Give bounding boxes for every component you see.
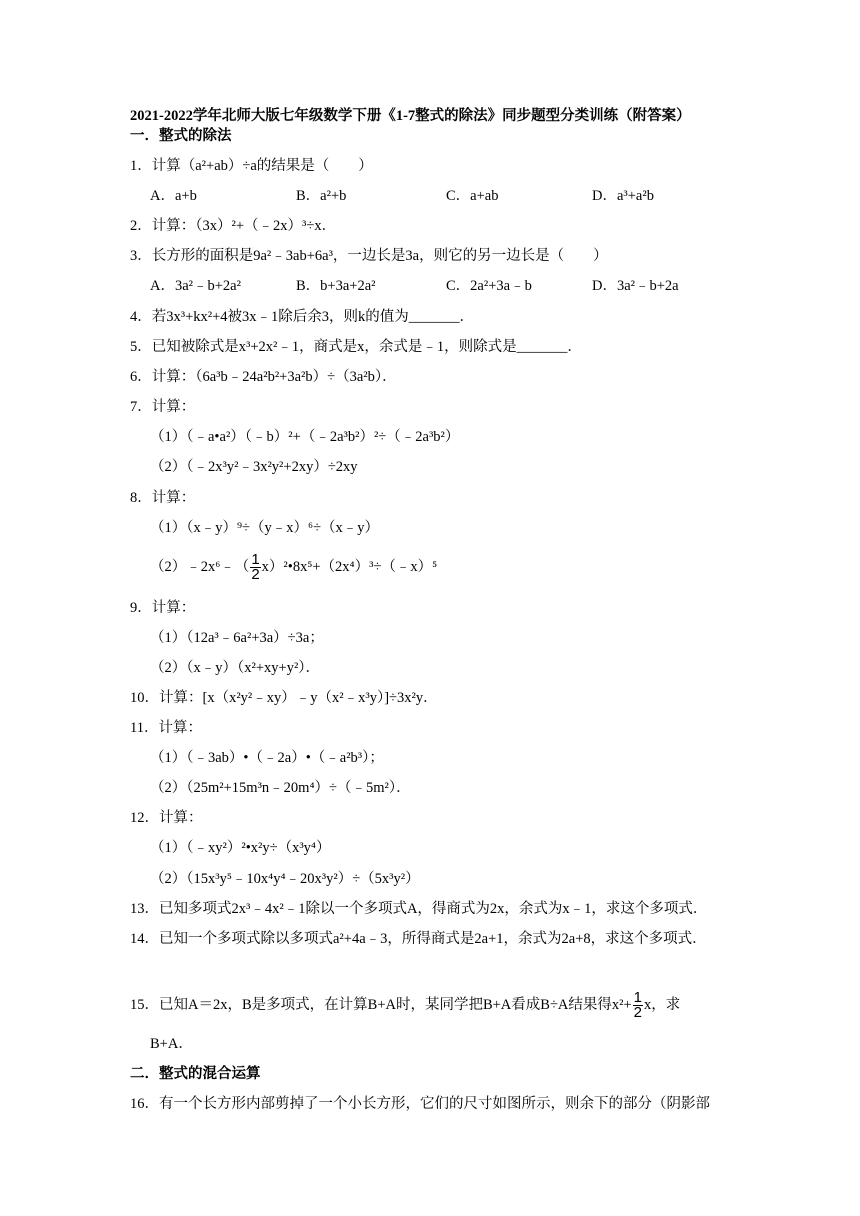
question-8-part-2: [150, 552, 437, 582]
question-8-stem: 8．计算：: [130, 490, 196, 506]
option-b: B．b+3a+2a²: [296, 278, 376, 294]
expression-text: （2）﹣2x⁶﹣（: [150, 559, 250, 575]
fraction-numerator: 1: [251, 551, 260, 569]
question-9-part-2: （2）（x﹣y）（x²+xy+y²）．: [150, 660, 321, 676]
section-heading-1: 一．整式的除法: [130, 128, 232, 144]
option-b: B．a²+b: [296, 188, 347, 204]
question-7-part-1: （1）（﹣a•a²）（﹣b）²+（﹣2a³b²）²÷（﹣2a³b²）: [150, 429, 460, 445]
question-11-part-2: （2）（25m²+15m³n﹣20m⁴）÷（﹣5m²）．: [150, 780, 411, 796]
question-3-stem: 3．长方形的面积是9a²﹣3ab+6a³，一边长是3a，则它的另一边长是（ ）: [130, 248, 608, 264]
question-5: 5．已知被除式是x³+2x²﹣1，商式是x，余式是﹣1，则除式是_______．: [130, 339, 582, 355]
question-1-stem: 1．计算（a²+ab）÷a的结果是（ ）: [130, 158, 373, 174]
section-heading-2: 二．整式的混合运算: [130, 1066, 261, 1082]
question-6: 6．计算：（6a³b﹣24a²b²+3a²b）÷（3a²b）．: [130, 369, 397, 385]
question-9-stem: 9．计算：: [130, 600, 196, 616]
fraction: [633, 991, 643, 1020]
question-16: 16．有一个长方形内部剪掉了一个小长方形，它们的尺寸如图所示，则余下的部分（阴影部: [130, 1096, 710, 1112]
fraction: [250, 553, 260, 582]
fraction-numerator: 1: [633, 989, 643, 1007]
option-d: D．3a²﹣b+2a: [592, 278, 679, 294]
fraction-denominator: 2: [251, 566, 260, 584]
page-title: 2021-2022学年北师大版七年级数学下册《1-7整式的除法》同步题型分类训练（附答案）: [130, 108, 691, 124]
question-9-part-1: （1）（12a³﹣6a²+3a）÷3a；: [150, 630, 324, 646]
question-10: 10．计算：[x（x²y²﹣xy）﹣y（x²﹣x³y）]÷3x²y．: [130, 690, 438, 706]
option-d: D．a³+a²b: [592, 188, 654, 204]
question-15-line-2: B+A．: [150, 1036, 193, 1052]
question-12-stem: 12．计算：: [130, 810, 203, 826]
question-7-part-2: （2）（﹣2x³y²﹣3x²y²+2xy）÷2xy: [150, 459, 358, 475]
question-7-stem: 7．计算：: [130, 399, 196, 415]
question-15-text: x，求: [644, 997, 681, 1013]
question-12-part-2: （2）（15x³y⁵﹣10x⁴y⁴﹣20x³y²）÷（5x³y²）: [150, 871, 420, 887]
question-4: 4．若3x³+kx²+4被3x﹣1除后余3，则k的值为_______．: [130, 309, 475, 325]
question-2: 2．计算：（3x）²+（﹣2x）³÷x．: [130, 218, 337, 234]
option-c: C．a+ab: [446, 188, 499, 204]
expression-text: x）²•8x⁵+（2x⁴）³÷（﹣x）⁵: [261, 559, 438, 575]
option-a: A．3a²﹣b+2a²: [150, 278, 241, 294]
question-15-line-1: [130, 990, 680, 1020]
option-c: C．2a²+3a﹣b: [446, 278, 532, 294]
question-11-stem: 11．计算：: [130, 720, 202, 736]
question-13: 13．已知多项式2x³﹣4x²﹣1除以一个多项式A，得商式为2x，余式为x﹣1，求这个多项式．: [130, 901, 708, 917]
question-15-text: 15．已知A＝2x，B是多项式，在计算B+A时，某同学把B+A看成B÷A结果得x²+: [130, 997, 632, 1013]
fraction-denominator: 2: [633, 1004, 643, 1022]
question-11-part-1: （1）（﹣3ab）•（﹣2a）•（﹣a²b³）；: [150, 750, 384, 766]
option-a: A．a+b: [150, 188, 197, 204]
question-14: 14．已知一个多项式除以多项式a²+4a﹣3，所得商式是2a+1，余式为2a+8，求这个多项式．: [130, 931, 707, 947]
question-8-part-1: （1）（x﹣y）⁹÷（y﹣x）⁶÷（x﹣y）: [150, 520, 380, 536]
question-12-part-1: （1）（﹣xy²）²•x²y÷（x³y⁴）: [150, 840, 331, 856]
